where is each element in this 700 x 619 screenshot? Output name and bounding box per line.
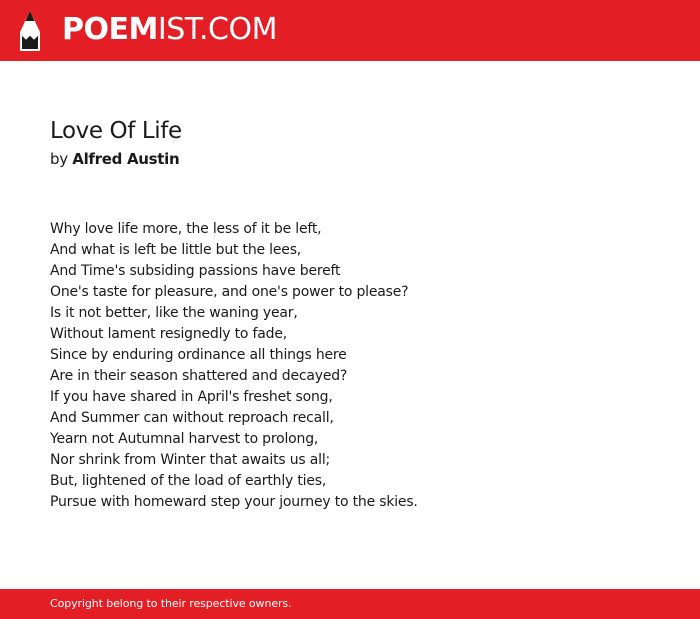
poem-line: Without lament resignedly to fade,: [50, 326, 287, 342]
poem-line: And what is left be little but the lees,: [50, 242, 302, 258]
poem-line: One's taste for pleasure, and one's power to please?: [50, 284, 409, 300]
poem-line: Why love life more, the less of it be left,: [50, 221, 322, 237]
poem-title: Love Of Life: [50, 118, 182, 144]
logo-light-text: IST.COM: [157, 12, 277, 47]
poem-line: Nor shrink from Winter that awaits us all;: [50, 452, 331, 468]
poem-line: And Time's subsiding passions have bereft: [50, 263, 341, 279]
logo-bold-text: POEM: [62, 12, 158, 47]
poem-body: [50, 219, 670, 513]
author-name: Alfred Austin: [72, 150, 180, 168]
site-footer: [0, 589, 700, 619]
poem-line: Since by enduring ordinance all things here: [50, 347, 347, 363]
poem-line: Are in their season shattered and decayed?: [50, 368, 348, 384]
by-label: by: [50, 150, 68, 168]
poem-line: And Summer can without reproach recall,: [50, 410, 334, 426]
poem-line: But, lightened of the load of earthly ties,: [50, 473, 327, 489]
poem-line: Pursue with homeward step your journey to the skies.: [50, 494, 418, 510]
site-header: [0, 0, 700, 61]
poem-byline: [50, 148, 179, 170]
copyright-notice: Copyright belong to their respective owners.: [50, 597, 292, 610]
poem-line: Yearn not Autumnal harvest to prolong,: [50, 431, 319, 447]
site-logo[interactable]: [62, 11, 277, 49]
pencil-tip-icon[interactable]: [18, 10, 42, 52]
poem-line: If you have shared in April's freshet song,: [50, 389, 333, 405]
poem-line: Is it not better, like the waning year,: [50, 305, 298, 321]
